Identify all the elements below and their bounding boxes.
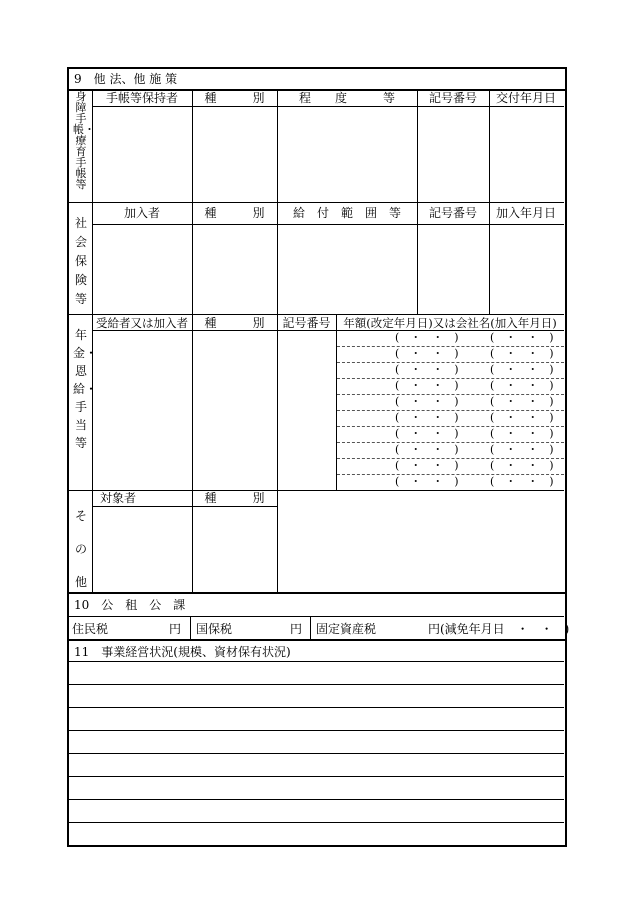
col-line (310, 616, 311, 639)
pension-date-left: ( ・ ・ ) (395, 475, 459, 488)
handbook-col-number: 記号番号 (428, 91, 477, 105)
pension-date-right: ( ・ ・ ) (490, 427, 554, 440)
pension-col-amount: 年額(改定年月日)又は会社名(加入年月日) (343, 316, 557, 330)
ruled-line (67, 730, 564, 731)
col-line (417, 89, 418, 314)
pension-date-right: ( ・ ・ ) (490, 475, 554, 488)
pension-date-right: ( ・ ・ ) (490, 395, 554, 408)
nh-tax-label: 国保税 (196, 622, 233, 636)
pension-date-left: ( ・ ・ ) (395, 395, 459, 408)
pension-date-left: ( ・ ・ ) (395, 363, 459, 376)
ruled-line (67, 707, 564, 708)
col-line (190, 616, 191, 639)
pension-date-left: ( ・ ・ ) (395, 331, 459, 344)
pension-date-right: ( ・ ・ ) (490, 459, 554, 472)
ruled-line (67, 661, 564, 662)
insurance-col-range: 給 付 範 囲 等 (292, 206, 401, 220)
pension-col-recipient: 受給者又は加入者 (96, 316, 188, 330)
pension-date-left: ( ・ ・ ) (395, 427, 459, 440)
other-col-type: 種 別 (204, 491, 265, 505)
col-line (489, 89, 490, 314)
section-11-title: 11 事業経営状況(規模、資材保有状況) (74, 645, 291, 659)
other-col-subject: 対象者 (99, 491, 136, 505)
pension-date-left: ( ・ ・ ) (395, 411, 459, 424)
ruled-line (67, 822, 564, 823)
pension-date-left: ( ・ ・ ) (395, 347, 459, 360)
ruled-line (67, 753, 564, 754)
property-tax-unit: 円(減免年月日 ・ ・ ) (428, 622, 570, 636)
divider (92, 506, 277, 507)
insurance-col-type: 種 別 (204, 206, 265, 220)
pension-side-label: 年金・恩給・手当等 (73, 328, 98, 450)
insurance-col-number: 記号番号 (428, 206, 477, 220)
pension-date-left: ( ・ ・ ) (395, 443, 459, 456)
ruled-line (67, 799, 564, 800)
insurance-col-date: 加入年月日 (495, 206, 556, 220)
property-tax-label: 固定資産税 (316, 622, 377, 636)
divider (92, 224, 564, 225)
handbook-side-label: 身障手帳・療育手帳等 (73, 90, 95, 191)
resident-tax-unit: 円 (169, 622, 182, 636)
divider (67, 314, 564, 315)
divider (67, 616, 564, 617)
divider (67, 639, 565, 641)
pension-date-right: ( ・ ・ ) (490, 363, 554, 376)
handbook-col-type: 種 別 (204, 91, 265, 105)
divider (67, 592, 565, 594)
pension-date-right: ( ・ ・ ) (490, 379, 554, 392)
handbook-col-holder: 手帳等保持者 (105, 91, 178, 105)
pension-date-left: ( ・ ・ ) (395, 379, 459, 392)
divider (92, 106, 564, 107)
pension-date-right: ( ・ ・ ) (490, 411, 554, 424)
col-line (277, 89, 278, 592)
resident-tax-label: 住民税 (72, 622, 109, 636)
ruled-line (67, 776, 564, 777)
handbook-col-degree: 程 度 等 (298, 91, 395, 105)
handbook-col-date: 交付年月日 (495, 91, 556, 105)
pension-col-number: 記号番号 (282, 316, 331, 330)
pension-date-right: ( ・ ・ ) (490, 347, 554, 360)
section-10-title: 10 公 租 公 課 (74, 598, 186, 612)
other-side-label: その他 (74, 509, 87, 589)
insurance-col-member: 加入者 (123, 206, 160, 220)
pension-date-right: ( ・ ・ ) (490, 331, 554, 344)
pension-date-left: ( ・ ・ ) (395, 459, 459, 472)
nh-tax-unit: 円 (290, 622, 303, 636)
social-insurance-side-label: 社会保険等 (74, 216, 87, 306)
col-line (336, 314, 337, 490)
ruled-line (67, 684, 564, 685)
pension-date-right: ( ・ ・ ) (490, 443, 554, 456)
pension-col-type: 種 別 (204, 316, 265, 330)
section-9-title: 9 他 法、他 施 策 (74, 72, 178, 86)
col-line (92, 89, 93, 592)
col-line (192, 89, 193, 592)
